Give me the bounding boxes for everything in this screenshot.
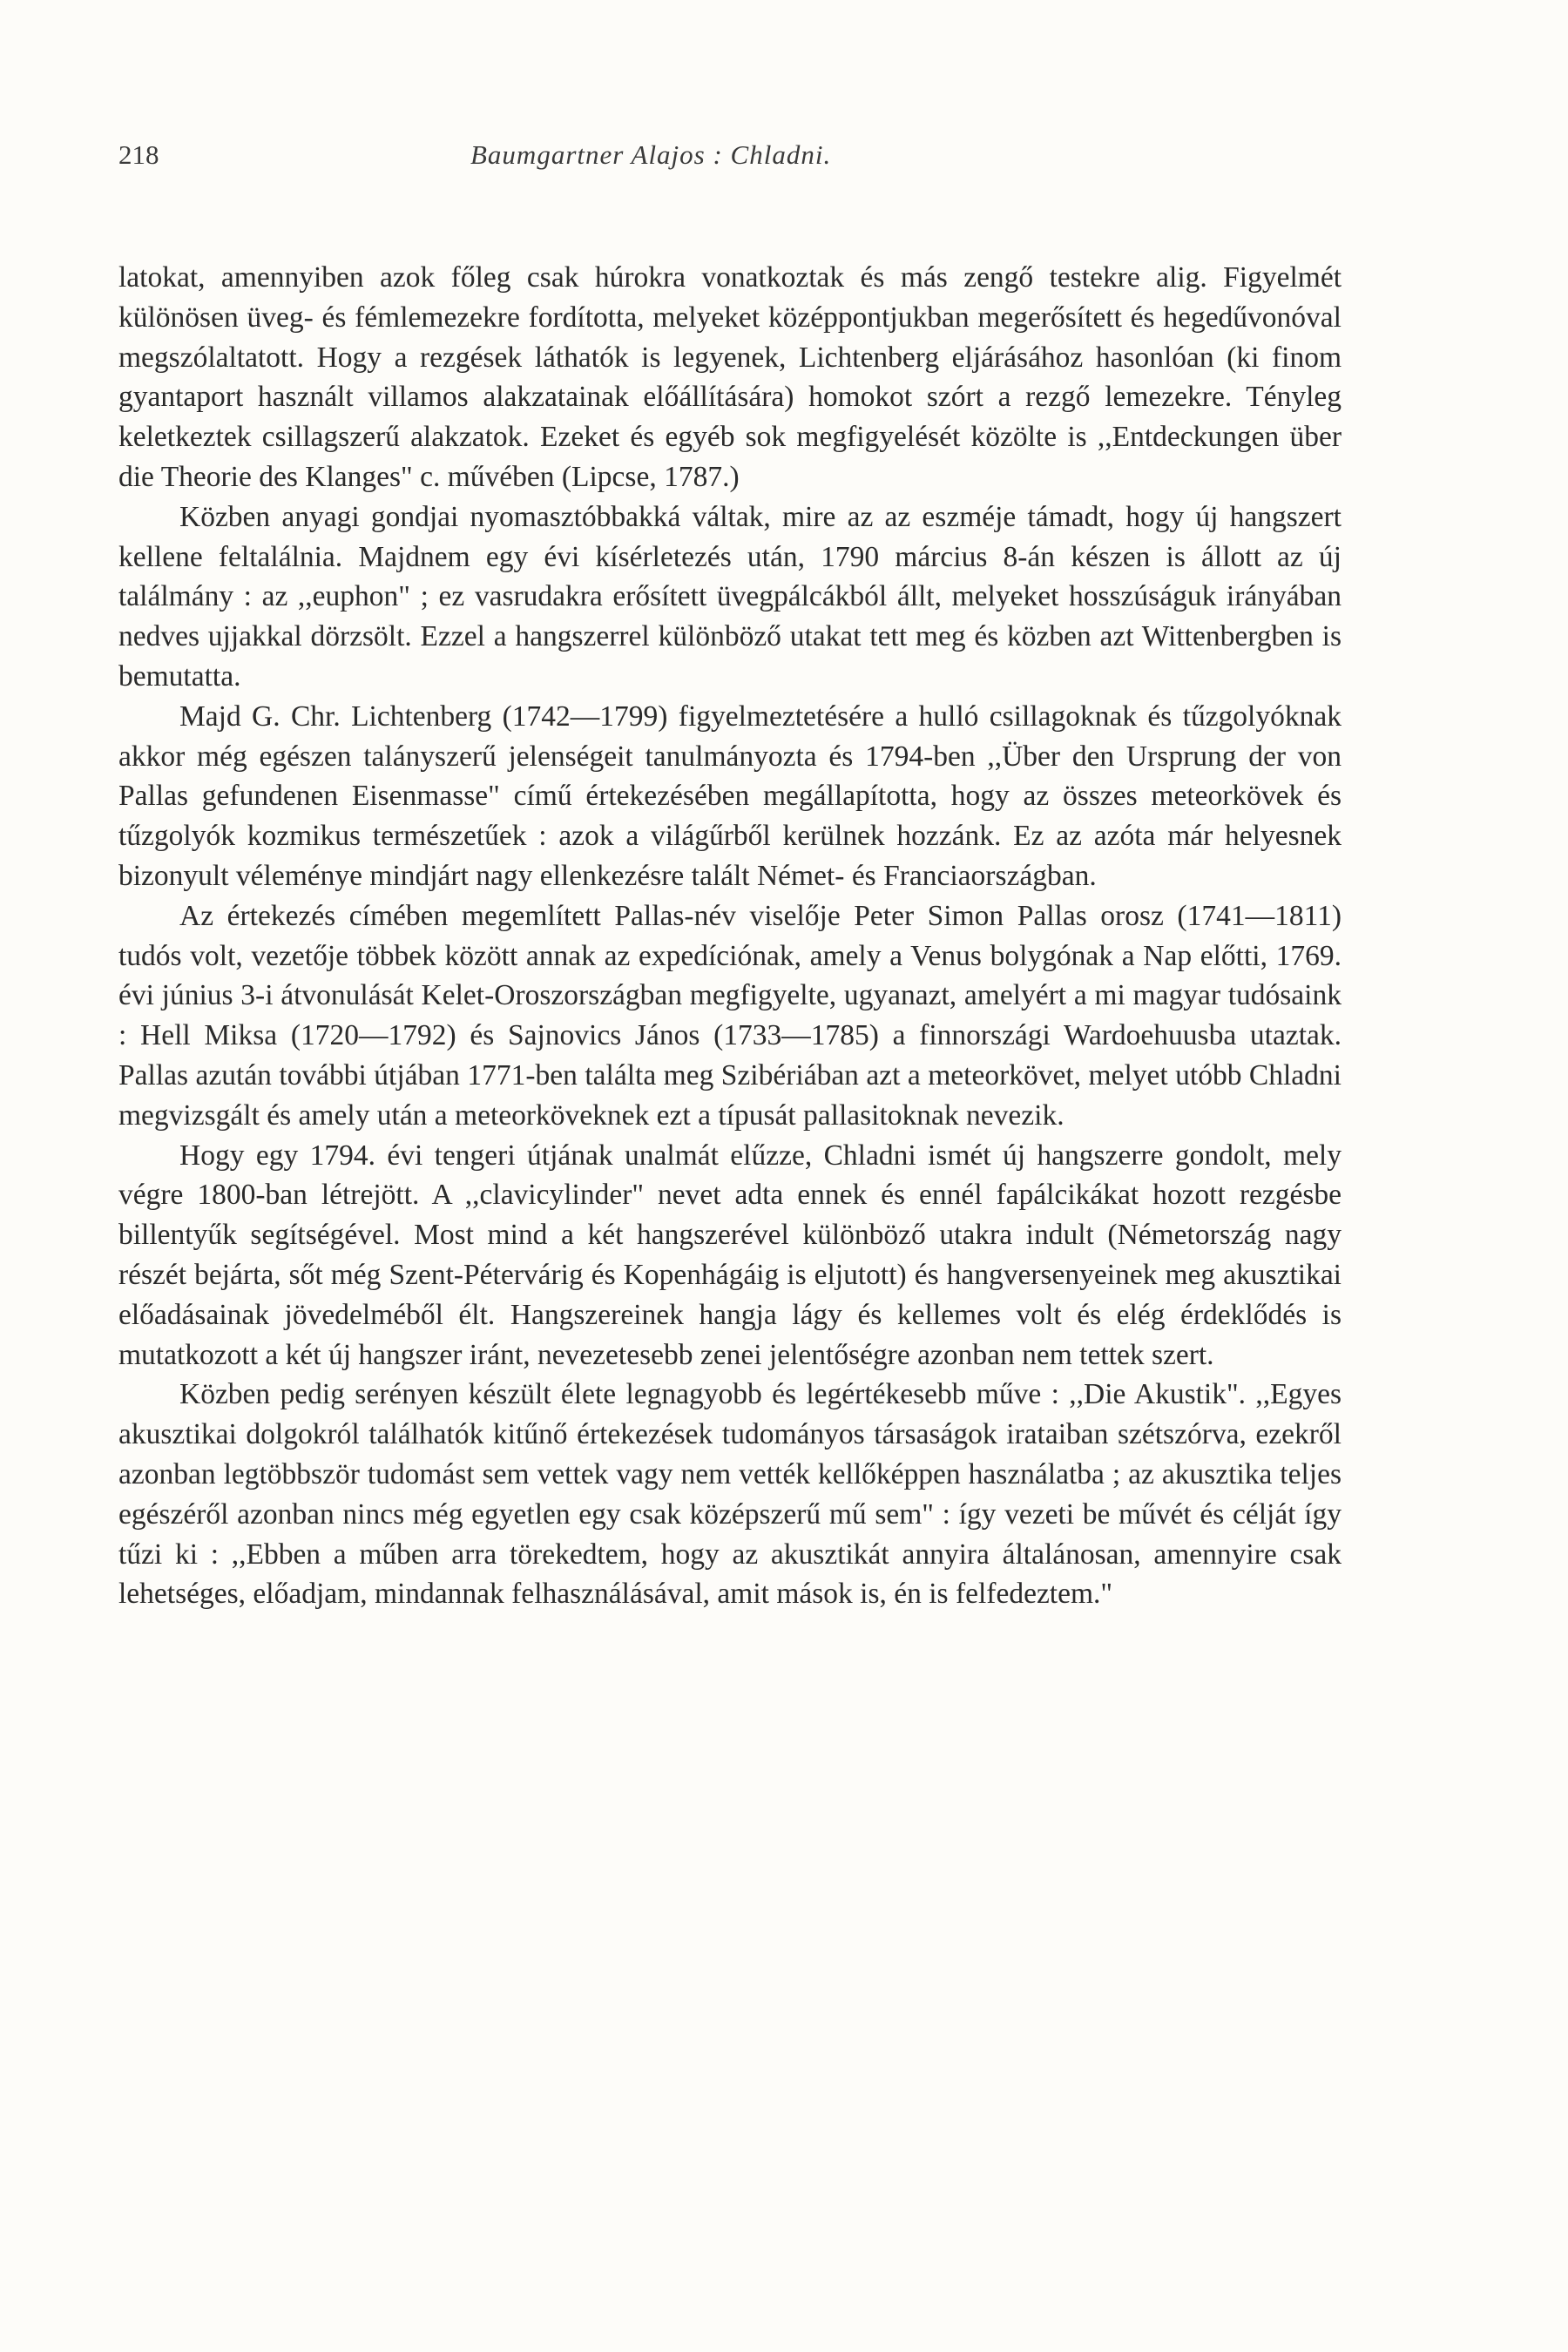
paragraph-6: Közben pedig serényen készült élete legnagyobb és legértékesebb műve : ,,Die Akustik". ,,Egyes akusztikai dolgokról találhatók kitűnő értekezések tudományos társaságok irataiban szétszórva, ezekről azonban legtöbbször tudomást sem vettek vagy nem vették kellőképpen használatba ; az akusztika teljes egészéről azonban nincs még egyetlen egy csak középszerű mű sem" : így vezeti be művét és célját így tűzi ki : ,,Ebben a műben arra törekedtem, hogy az akusztikát annyira általánosan, amennyire csak lehetséges, előadjam, mindannak felhasználásával, amit mások is, én is felfedeztem." [118, 1378, 1342, 1611]
page-number: 218 [118, 139, 159, 170]
paragraph-3: Majd G. Chr. Lichtenberg (1742—1799) figyelmeztetésére a hulló csillagoknak és tűzgolyóknak akkor még egészen talányszerű jelenségeit tanulmányozta és 1794-ben ,,Über den Ursprung der von Pallas gefundenen Eisenmasse" című értekezésében megállapította, hogy az összes meteorkövek és tűzgolyók kozmikus természetűek : azok a világűrből kerülnek hozzánk. Ez az azóta már helyesnek bizonyult véleménye mindjárt nagy ellenkezésre talált Német- és Franciaországban. [118, 700, 1342, 892]
paragraph-1: latokat, amennyiben azok főleg csak húrokra vonatkoztak és más zengő testekre alig. Figyelmét különösen üveg- és fémlemezekre fordította, melyeket középpontjukban megerősített és hegedűvonóval megszólaltatott. Hogy a rezgések láthatók is legyenek, Lichtenberg eljárásához hasonlóan (ki finom gyantaport használt villamos alakzatainak előállítására) homokot szórt a rezgő lemezekre. Tényleg keletkeztek csillagszerű alakzatok. Ezeket és egyéb sok megfigyelését közölte is ,,Entdeckungen über die Theorie des Klanges" c. művében (Lipcse, 1787.) [118, 261, 1342, 493]
running-title: Baumgartner Alajos : Chladni. [470, 139, 832, 170]
paragraph-4: Az értekezés címében megemlített Pallas-név viselője Peter Simon Pallas orosz (1741—1811) tudós volt, vezetője többek között annak az expedíciónak, amely a Venus bolygónak a Nap előtti, 1769. évi június 3-i átvonulását Kelet-Oroszországban megfigyelte, ugyanazt, amelyért a mi magyar tudósaink : Hell Miksa (1720—1792) és Sajnovics János (1733—1785) a finnországi Wardoehuusba utaztak. Pallas azután további útjában 1771-ben találta meg Szibériában azt a meteorkövet, melyet utóbb Chladni megvizsgált és amely után a meteorköveknek ezt a típusát pallasitoknak nevezik. [118, 899, 1342, 1132]
body-text [118, 258, 1342, 1614]
paragraph-2: Közben anyagi gondjai nyomasztóbbakká váltak, mire az az eszméje támadt, hogy új hangszert kellene feltalálnia. Majdnem egy évi kísérletezés után, 1790 március 8-án készen is állott az új találmány : az ,,euphon" ; ez vasrudakra erősített üvegpálcákból állt, melyeket hosszúságuk irányában nedves ujjakkal dörzsölt. Ezzel a hangszerrel különböző utakat tett meg és közben azt Wittenbergben is bemutatta. [118, 500, 1342, 693]
page-header [118, 139, 1427, 181]
paragraph-5: Hogy egy 1794. évi tengeri útjának unalmát elűzze, Chladni ismét új hangszerre gondolt, mely végre 1800-ban létrejött. A ,,clavicylinder" nevet adta ennek és ennél fapálcikákat hozott rezgésbe billentyűk segítségével. Most mind a két hangszerével különböző utakra indult (Németország nagy részét bejárta, sőt még Szent-Pétervárig és Kopenhágáig is eljutott) és hangversenyeinek meg akusztikai előadásainak jövedelméből élt. Hangszereinek hangja lágy és kellemes volt és elég érdeklődés is mutatkozott a két új hangszer iránt, nevezetesebb zenei jelentőségre azonban nem tettek szert. [118, 1139, 1342, 1371]
